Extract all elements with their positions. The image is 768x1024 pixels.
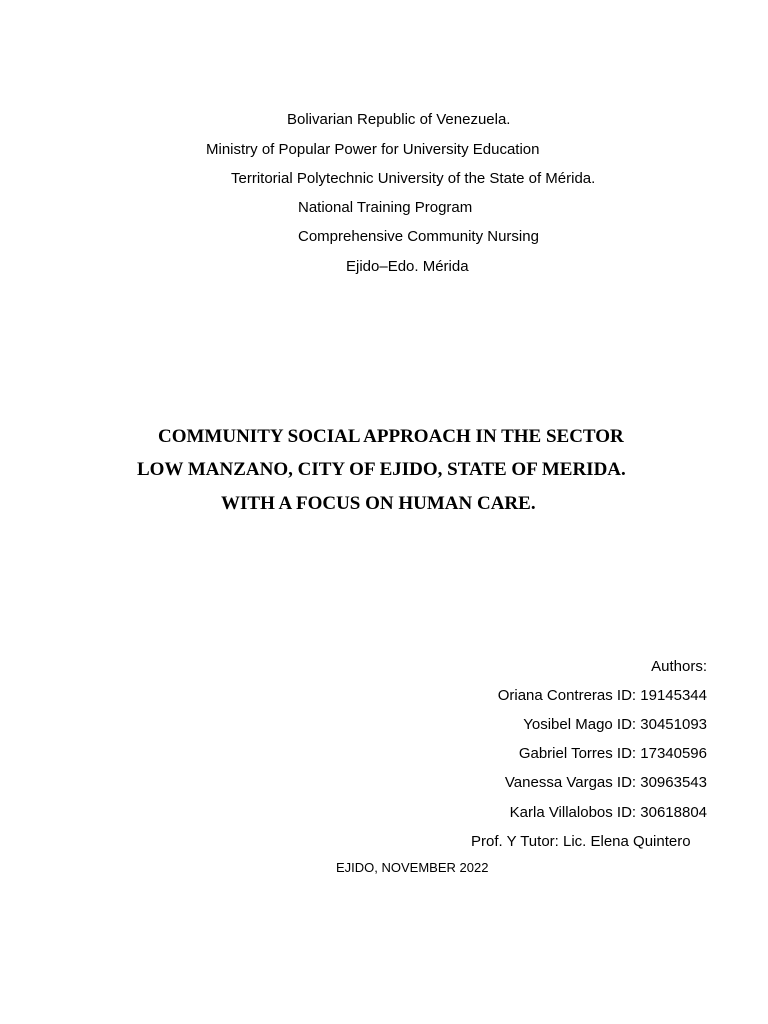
author-item: Karla Villalobos ID: 30618804	[509, 804, 707, 821]
author-item: Gabriel Torres ID: 17340596	[518, 745, 707, 762]
header-ministry: Ministry of Popular Power for University Education	[206, 141, 540, 158]
header-republic: Bolivarian Republic of Venezuela.	[287, 111, 511, 128]
tutor-line: Prof. Y Tutor: Lic. Elena Quintero	[471, 833, 691, 850]
header-career: Comprehensive Community Nursing	[298, 228, 539, 245]
place-date: EJIDO, NOVEMBER 2022	[336, 860, 489, 875]
title-line-2: LOW MANZANO, CITY OF EJIDO, STATE OF MERIDA.	[137, 459, 626, 480]
author-item: Vanessa Vargas ID: 30963543	[504, 774, 707, 791]
authors-heading: Authors:	[651, 658, 707, 675]
author-item: Yosibel Mago ID: 30451093	[523, 716, 707, 733]
header-location: Ejido–Edo. Mérida	[346, 258, 469, 275]
header-university: Territorial Polytechnic University of the State of Mérida.	[231, 170, 596, 187]
title-line-3: WITH A FOCUS ON HUMAN CARE.	[221, 493, 536, 514]
header-program: National Training Program	[298, 199, 473, 216]
author-item: Oriana Contreras ID: 19145344	[497, 687, 707, 704]
title-line-1: COMMUNITY SOCIAL APPROACH IN THE SECTOR	[158, 426, 624, 447]
